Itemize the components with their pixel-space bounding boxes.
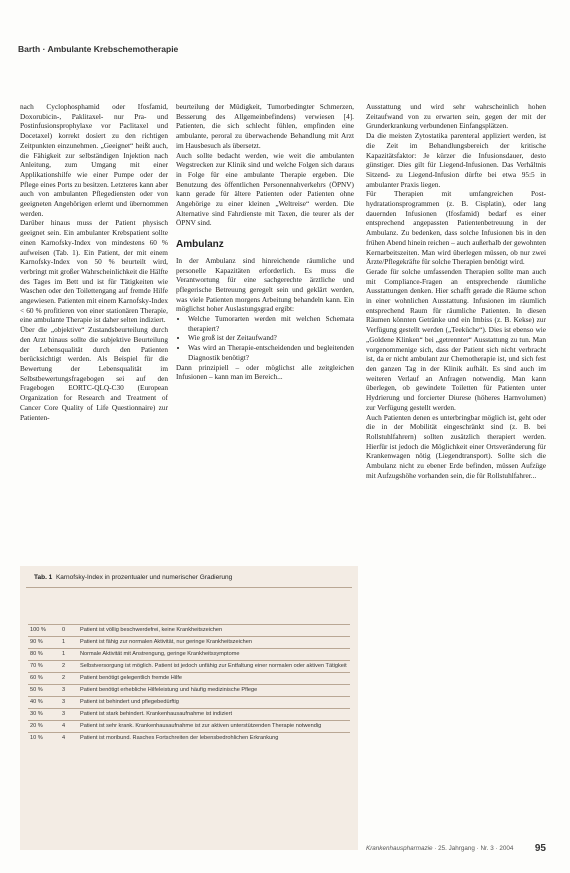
paragraph: Über die „objektive“ Zustandsbeurteilung durch den Arzt hinaus sollte die subjektive Beurteilung der Lebensqualität durch den Patienten berücksichtigt werden. Als Beispiel für die Bewertung der Lebensqualität im Selbstbewertungsfragebogen sei auf den Fragebogen EORTC-QLQ-C30 (European Organization for Research and Treatment of Cancer Core Quality of Life Questionnaire) zur Patienten- [20,325,168,422]
table-cell-percent: 100 % [28,625,60,637]
table-title: Karnofsky-Index in prozentualer und numerischer Gradierung [55,574,233,581]
table-cell-percent: 50 % [28,685,60,697]
table-caption [26,566,352,588]
table-cell-percent: 20 % [28,721,60,733]
list-item: • Was wird an Therapie-entscheidenden und begleitenden Diagnostik benötigt? [188,343,354,362]
table-cell-description: Normale Aktivität mit Anstrengung, geringe Krankheitssymptome [78,649,350,661]
text-column-1 [20,102,168,422]
bullet-list [176,314,354,363]
table-cell-grade: 1 [60,649,78,661]
table-cell-percent: 70 % [28,661,60,673]
table-row [28,685,350,697]
table-row [28,709,350,721]
table-row [28,673,350,685]
table-cell-grade: 4 [60,733,78,745]
table-cell-description: Patient ist sehr krank. Krankenhausaufnahme ist zur aktiven unterstützenden Therapie notwendig [78,721,350,733]
header-author: Barth [18,44,41,54]
table-cell-percent: 40 % [28,697,60,709]
table-cell-description: Patient benötigt gelegentlich fremde Hilfe [78,673,350,685]
paragraph: Für Therapien mit umfangreichen Post-hydratationsprogrammen (z. B. Cisplatin), oder lang dauernden Infusionen (Ifosfamid) bedarf es einer entsprechend angepassten Patientenbetreuung in der Ambulanz. Zu bedenken, dass solche Infusionen bis in den frühen Abend hinein reichen – auch außerhalb der gewohnten Kernarbeitszeiten. Man wird überlegen müssen, ob nur zwei Ärzte/Pflegekräfte für solche Therapien benötigt wird. [366,189,546,267]
header-title: · Ambulante Krebschemotherapie [40,44,179,54]
running-header [18,44,178,54]
table-label: Tab. 1 [34,574,53,581]
list-item: • Welche Tumorarten werden mit welchen Schemata therapiert? [188,314,354,333]
paragraph: Gerade für solche umfassenden Therapien sollte man auch mit Compliance-Fragen an entsprechende räumliche Ausstattungen denken. Hier schafft gerade die Räume schon in einer wohnlichen Ausstattung. Infusionen im räumlich entsprechend Raum für räumliche Patienten. In diesen Räumen könnten Getränke und ein Imbiss (z. B. Kekse) zur Verfügung gestellt werden („Teeküche“). Dies ist ebenso wie „Goldene Klinken“ bei „getrennter“ Ausstattung zu tun. Man vorgenommenige sich, dass der Patient sich nicht verbracht ist, da er nicht ambulant zur Chemotherapie ist, und sich fest den ganzen Tag in der Klinik aufhält. Es sind auch im weiteren Verlauf an Anfragen notwendig. Man kann überlegen, ob gewindete Toiletten für Patienten unter Hydrierung und forcierter Diurese (höheres Harnvolumen) zur Verfügung gestellt werden. [366,266,546,412]
paragraph: Auch Patienten denen es unterbringbar möglich ist, geht oder die in der Mobilität eingeschränkt sind (z. B. bei Rollstuhlfahrern) sollten zusätzlich therapiert werden. Hierfür ist jedoch die Möglichkeit einer Ortsveränderung für Krankenwagen nötig (Liegendtransport). Sollte sich die Ambulanz nicht zu ebener Erde befinden, müssen Aufzüge mit Aufzugshöhe vorhanden sein, die für Rollstuhlfahrer... [366,412,546,480]
table-row [28,649,350,661]
table-cell-description: Patient ist moribund. Rasches Fortschreiten der lebensbedrohlichen Erkrankung [78,733,350,745]
table-cell-grade: 2 [60,673,78,685]
paragraph: Auch sollte bedacht werden, wie weit die ambulanten Wegstrecken zur Klinik sind und welche Folgen sich daraus in Folge für eine ambulante Therapie ergeben. Die Benutzung des öffentlichen Personennahverkehrs (ÖPNV) kann gerade für ältere Patienten oder Patienten ohne Angehörige zu einer kleinen „Weltreise“ werden. Die Alternative sind Fahrdienste mit Taxen, die teurer als der ÖPNV sind. [176,150,354,228]
table-cell-percent: 80 % [28,649,60,661]
text-column-2 [176,102,354,382]
table-cell-grade: 4 [60,721,78,733]
paragraph: In der Ambulanz sind hinreichende räumliche und personelle Kapazitäten erforderlich. Es muss die Verantwortung für eine sachgerechte ärztliche und pflegerische Betreuung geregelt sein und geklärt werden, was viele Patienten morgens Arbeitung behandeln kann. Ein möglichst hoher Auslastungsgrad ergibt: [176,255,354,314]
table-row [28,697,350,709]
karnofsky-table [28,624,350,744]
text-column-3 [366,102,546,480]
table-cell-description: Patient ist fähig zur normalen Aktivität, nur geringe Krankheitszeichen [78,637,350,649]
table-cell-description: Patient ist völlig beschwerdefrei, keine Krankheitszeichen [78,625,350,637]
journal-name: Krankenhauspharmazie [366,845,433,852]
paragraph: Dann prinzipiell – oder möglichst alle zeitgleichen Infusionen – kann man im Bereich... [176,362,354,382]
journal-issue: · 25. Jahrgang · Nr. 3 · 2004 [432,845,514,852]
table-cell-grade: 3 [60,697,78,709]
list-item: • Wie groß ist der Zeitaufwand? [188,333,354,343]
table-cell-percent: 60 % [28,673,60,685]
table-cell-description: Patient benötigt erhebliche Hilfeleistung und häufig medizinische Pflege [78,685,350,697]
table-cell-grade: 2 [60,661,78,673]
paragraph: Darüber hinaus muss der Patient physisch geeignet sein. Ein ambulanter Krebspatient sollte einen Karnofsky-Index von mindestens 60 % aufweisen (Tab. 1). Ein Patient, der mit einem Karnofsky-Index von 50 % beurteilt wird, verbringt mit großer Wahrscheinlichkeit die Hälfte des Tages im Bett und ist für Tätigkeiten wie Waschen oder den Toilettengang auf fremde Hilfe angewiesen. Patienten mit einem Karnofsky-Index < 60 % profitieren von einer stationären Therapie, eine ambulante Therapie ist daher selten indiziert. [20,218,168,325]
page-number: 95 [534,843,546,854]
table-row [28,625,350,637]
table-cell-grade: 1 [60,637,78,649]
table-row [28,733,350,745]
paragraph: nach Cyclophosphamid oder Ifosfamid, Doxorubicin-, Paklitaxel- nur Pra- und Postinfusionsprophylaxe vor Paclitaxel und Docetaxel) korrekt dosiert zu den richtigen Zeitpunkten einzunehmen. „Geeignet“ heißt auch, die Fähigkeit zur selbständigen Injektion nach Anleitung, zum Umgang mit einer Applikationshilfe wie einer Pumpe oder der Pflege eines Ports zu besitzen. Letzteres kann aber auch von ambulanten Pflegediensten oder von geeigneten Angehörigen erlernt und übernommen werden. [20,102,168,218]
paragraph: Da die meisten Zytostatika parenteral appliziert werden, ist die Zeit im Behandlungsbereich der kritische Kapazitätsfaktor: Je kürzer die Infusionsdauer, desto günstiger. Dies gilt für Liegend-Infusionen. Das Verhältnis Sitzend- zu Liegend-Infusion dürfte bei etwa 95:5 in ambulanter Praxis liegen. [366,131,546,189]
table-row [28,637,350,649]
karnofsky-table-box [20,566,358,850]
table-cell-grade: 3 [60,685,78,697]
table-cell-description: Selbstversorgung ist möglich. Patient ist jedoch unfähig zur Entfaltung einer normalen oder aktiven Tätigkeit [78,661,350,673]
table-cell-percent: 10 % [28,733,60,745]
table-row [28,661,350,673]
table-cell-percent: 30 % [28,709,60,721]
table-cell-percent: 90 % [28,637,60,649]
paragraph: Ausstattung und wird sehr wahrscheinlich hohen Zeitaufwand von zu erwarten sein, gegen der mit der Grunderkrankung verbundenen Einfangsplätzen. [366,102,546,131]
paragraph: beurteilung der Müdigkeit, Tumorbedingter Schmerzen, Besserung des Allgemeinbefindens) verwiesen [4]. Patienten, die sich schlecht fühlen, empfinden eine ambulante, peroral zu überwachende Behandlung mit Arzt im Hausbesuch als übersetzt. [176,102,354,150]
table-cell-description: Patient ist behindert und pflegebedürftig [78,697,350,709]
table-cell-grade: 0 [60,625,78,637]
table-cell-grade: 3 [60,709,78,721]
table-row [28,721,350,733]
table-cell-description: Patient ist stark behindert. Krankenhausaufnahme ist indiziert [78,709,350,721]
section-heading: Ambulanz [176,239,224,251]
page-footer [366,845,546,852]
